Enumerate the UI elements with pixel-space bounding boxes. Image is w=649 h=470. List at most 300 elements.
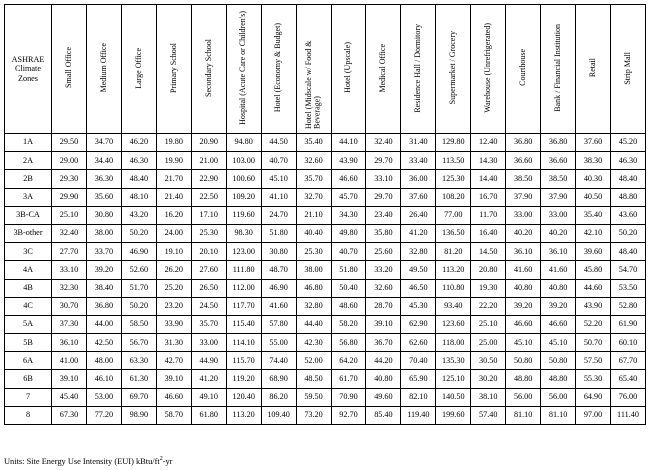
column-header [331,5,366,134]
eui-value-cell: 37.90 [506,188,541,206]
eui-value-cell: 31.40 [401,134,436,152]
eui-value-cell: 58.20 [331,315,366,333]
eui-value-cell: 45.40 [52,388,87,406]
eui-value-cell: 23.40 [366,206,401,224]
climate-zone-cell: 6B [5,370,52,388]
column-header [226,5,261,134]
eui-value-cell: 32.60 [366,279,401,297]
eui-value-cell: 12.40 [471,134,506,152]
eui-value-cell: 50.20 [121,297,156,315]
eui-value-cell: 41.20 [191,370,226,388]
eui-value-cell: 32.70 [296,188,331,206]
eui-value-cell: 20.80 [471,261,506,279]
eui-value-cell: 48.60 [331,297,366,315]
eui-value-cell: 62.60 [401,334,436,352]
eui-value-cell: 92.70 [331,406,366,424]
eui-value-cell: 30.20 [471,370,506,388]
eui-value-cell: 25.60 [366,243,401,261]
eui-value-cell: 32.80 [401,243,436,261]
eui-value-cell: 48.40 [611,243,646,261]
eui-value-cell: 14.40 [471,170,506,188]
eui-value-cell: 43.90 [576,297,611,315]
table-row [5,352,646,370]
eui-value-cell: 33.40 [401,152,436,170]
eui-value-cell: 61.30 [121,370,156,388]
eui-value-cell: 35.60 [86,188,121,206]
column-header-label: Supermarket / Grocery [448,31,458,105]
eui-value-cell: 46.60 [506,315,541,333]
eui-value-cell: 44.00 [86,315,121,333]
eui-value-cell: 33.70 [86,243,121,261]
eui-value-cell: 36.60 [506,152,541,170]
eui-value-cell: 40.80 [541,279,576,297]
eui-value-cell: 111.40 [611,406,646,424]
eui-value-cell: 49.60 [366,388,401,406]
eui-value-cell: 25.10 [52,206,87,224]
eui-value-cell: 40.80 [506,279,541,297]
eui-value-cell: 76.00 [611,388,646,406]
eui-value-cell: 64.20 [331,352,366,370]
eui-value-cell: 40.20 [506,224,541,242]
eui-value-cell: 39.20 [506,297,541,315]
eui-value-cell: 73.20 [296,406,331,424]
column-header [436,5,471,134]
eui-value-cell: 40.40 [296,224,331,242]
eui-value-cell: 109.20 [226,188,261,206]
eui-value-cell: 46.90 [261,279,296,297]
eui-value-cell: 55.00 [261,334,296,352]
eui-value-cell: 33.10 [366,170,401,188]
eui-value-cell: 16.70 [471,188,506,206]
eui-value-cell: 48.00 [86,352,121,370]
column-header-label: Courthouse [517,49,527,87]
eui-value-cell: 29.70 [366,188,401,206]
eui-value-cell: 50.80 [506,352,541,370]
eui-value-cell: 26.20 [156,261,191,279]
table-row [5,152,646,170]
eui-value-cell: 44.40 [296,315,331,333]
eui-value-cell: 33.90 [156,315,191,333]
eui-value-cell: 38.10 [471,388,506,406]
units-suffix: -yr [162,456,173,466]
eui-value-cell: 30.50 [471,352,506,370]
climate-zone-cell: 4B [5,279,52,297]
column-header-label: Hospital (Acute Care or Children's) [238,10,248,125]
eui-value-cell: 70.40 [401,352,436,370]
eui-value-cell: 23.20 [156,297,191,315]
eui-value-cell: 53.00 [86,388,121,406]
eui-value-cell: 39.10 [366,315,401,333]
column-header [576,5,611,134]
eui-value-cell: 32.40 [366,134,401,152]
climate-zone-cell: 7 [5,388,52,406]
eui-value-cell: 19.10 [156,243,191,261]
eui-value-cell: 29.70 [366,152,401,170]
eui-value-cell: 94.80 [226,134,261,152]
eui-value-cell: 120.40 [226,388,261,406]
eui-value-cell: 86.20 [261,388,296,406]
eui-value-cell: 40.70 [331,243,366,261]
climate-zone-cell: 4C [5,297,52,315]
eui-value-cell: 118.00 [436,334,471,352]
climate-zone-cell: 1A [5,134,52,152]
eui-value-cell: 26.40 [401,206,436,224]
eui-value-cell: 45.20 [611,134,646,152]
climate-zone-header: ASHRAE Climate Zones [5,5,52,134]
table-row [5,406,646,424]
eui-value-cell: 41.00 [52,352,87,370]
eui-value-cell: 27.60 [191,261,226,279]
eui-value-cell: 70.90 [331,388,366,406]
eui-value-cell: 40.30 [576,170,611,188]
eui-value-cell: 43.60 [611,206,646,224]
eui-value-cell: 55.30 [576,370,611,388]
eui-value-cell: 125.10 [436,370,471,388]
eui-value-cell: 35.80 [366,224,401,242]
eui-value-cell: 26.50 [191,279,226,297]
eui-value-cell: 33.00 [191,334,226,352]
eui-value-cell: 21.40 [156,188,191,206]
eui-value-cell: 44.20 [366,352,401,370]
eui-value-cell: 48.80 [506,370,541,388]
eui-value-cell: 53.50 [611,279,646,297]
units-text: Units: Site Energy Use Intensity (EUI) kBtu/ft [4,456,160,466]
eui-value-cell: 30.70 [52,297,87,315]
eui-value-cell: 40.20 [541,224,576,242]
eui-value-cell: 135.30 [436,352,471,370]
eui-value-cell: 25.30 [296,243,331,261]
column-header-label: Medium Office [98,43,108,93]
eui-value-cell: 46.60 [541,315,576,333]
table-row [5,370,646,388]
eui-value-cell: 36.10 [506,243,541,261]
eui-value-cell: 33.20 [366,261,401,279]
table-row [5,243,646,261]
eui-value-cell: 140.50 [436,388,471,406]
column-header-label: Primary School [168,42,178,93]
eui-value-cell: 50.40 [331,279,366,297]
climate-zone-cell: 2A [5,152,52,170]
column-header [296,5,331,134]
eui-value-cell: 34.30 [331,206,366,224]
eui-value-cell: 45.10 [541,334,576,352]
eui-value-cell: 97.00 [576,406,611,424]
eui-value-cell: 24.70 [261,206,296,224]
eui-value-cell: 32.60 [296,152,331,170]
eui-value-cell: 125.30 [436,170,471,188]
table-row [5,170,646,188]
eui-value-cell: 29.50 [52,134,87,152]
eui-value-cell: 57.80 [261,315,296,333]
eui-value-cell: 33.00 [541,206,576,224]
eui-value-cell: 57.40 [471,406,506,424]
table-body [5,134,646,425]
column-header [401,5,436,134]
eui-value-cell: 35.40 [296,134,331,152]
eui-value-cell: 37.60 [576,134,611,152]
climate-zone-cell: 6A [5,352,52,370]
eui-value-cell: 21.00 [191,152,226,170]
eui-value-cell: 45.70 [331,188,366,206]
eui-value-cell: 21.70 [156,170,191,188]
eui-value-cell: 20.10 [191,243,226,261]
eui-value-cell: 45.10 [506,334,541,352]
eui-value-cell: 38.50 [541,170,576,188]
units-superscript: 2 [159,456,163,462]
eui-value-cell: 40.50 [576,188,611,206]
climate-zone-cell: 8 [5,406,52,424]
eui-value-cell: 129.80 [436,134,471,152]
table-row [5,206,646,224]
eui-value-cell: 39.10 [156,370,191,388]
column-header [156,5,191,134]
eui-value-cell: 65.40 [611,370,646,388]
eui-value-cell: 34.70 [86,134,121,152]
eui-value-cell: 98.90 [121,406,156,424]
eui-value-cell: 61.80 [191,406,226,424]
eui-value-cell: 109.40 [261,406,296,424]
eui-value-cell: 50.20 [121,224,156,242]
column-header-label: Large Office [133,47,143,89]
table-row [5,188,646,206]
eui-value-cell: 48.10 [121,188,156,206]
units-footnote [4,456,172,466]
eui-value-cell: 48.50 [296,370,331,388]
eui-value-cell: 32.40 [52,224,87,242]
eui-value-cell: 42.70 [156,352,191,370]
eui-value-cell: 32.80 [296,297,331,315]
eui-value-cell: 41.60 [506,261,541,279]
eui-value-cell: 43.90 [331,152,366,170]
eui-value-cell: 16.40 [471,224,506,242]
eui-value-cell: 48.80 [541,370,576,388]
eui-value-cell: 77.20 [86,406,121,424]
column-header [366,5,401,134]
eui-value-cell: 114.10 [226,334,261,352]
eui-value-cell: 57.50 [576,352,611,370]
eui-value-cell: 37.30 [52,315,87,333]
eui-value-cell: 51.70 [121,279,156,297]
column-header-label: Hotel (Economy & Budget) [273,23,283,113]
table-row [5,279,646,297]
eui-value-cell: 85.40 [366,406,401,424]
eui-value-cell: 136.50 [436,224,471,242]
column-header [541,5,576,134]
eui-value-cell: 46.80 [296,279,331,297]
eui-value-cell: 119.20 [226,370,261,388]
eui-value-cell: 51.80 [261,224,296,242]
eui-value-cell: 17.10 [191,206,226,224]
eui-value-cell: 44.60 [576,279,611,297]
eui-value-cell: 115.40 [226,315,261,333]
column-header-label: Bank / Financial Institution [552,24,562,112]
eui-value-cell: 49.10 [191,388,226,406]
eui-value-cell: 46.30 [121,152,156,170]
eui-value-cell: 45.30 [401,297,436,315]
eui-value-cell: 49.50 [401,261,436,279]
eui-value-cell: 41.60 [261,297,296,315]
eui-value-cell: 45.80 [576,261,611,279]
eui-value-cell: 29.30 [52,170,87,188]
eui-value-cell: 46.50 [401,279,436,297]
table-row [5,224,646,242]
eui-value-cell: 36.10 [541,243,576,261]
table-row [5,315,646,333]
eui-value-cell: 93.40 [436,297,471,315]
eui-value-cell: 46.30 [611,152,646,170]
eui-value-cell: 113.20 [226,406,261,424]
eui-value-cell: 59.50 [296,388,331,406]
eui-value-cell: 37.90 [541,188,576,206]
eui-value-cell: 25.00 [471,334,506,352]
eui-value-cell: 42.30 [296,334,331,352]
eui-value-cell: 29.90 [52,188,87,206]
column-header-label: Warehouse (Unrefrigerated) [483,23,493,113]
eui-value-cell: 29.00 [52,152,87,170]
eui-value-cell: 115.70 [226,352,261,370]
eui-value-cell: 60.10 [611,334,646,352]
eui-value-cell: 30.80 [261,243,296,261]
eui-value-cell: 36.80 [86,297,121,315]
climate-zone-cell: 3A [5,188,52,206]
eui-value-cell: 52.60 [121,261,156,279]
eui-value-cell: 81.10 [506,406,541,424]
eui-value-cell: 68.90 [261,370,296,388]
eui-value-cell: 113.50 [436,152,471,170]
climate-zone-cell: 4A [5,261,52,279]
table-row [5,261,646,279]
table-row [5,334,646,352]
climate-zone-cell: 5B [5,334,52,352]
eui-value-cell: 14.30 [471,152,506,170]
eui-value-cell: 56.70 [121,334,156,352]
eui-value-cell: 64.90 [576,388,611,406]
column-header-label: Strip Mall [622,51,632,85]
eui-value-cell: 35.40 [576,206,611,224]
eui-value-cell: 25.20 [156,279,191,297]
eui-value-cell: 63.30 [121,352,156,370]
column-header [261,5,296,134]
eui-value-cell: 44.90 [191,352,226,370]
eui-value-cell: 50.20 [611,224,646,242]
column-header-label: Medical Office [378,43,388,93]
eui-value-cell: 41.20 [401,224,436,242]
eui-value-cell: 69.70 [121,388,156,406]
eui-value-cell: 123.00 [226,243,261,261]
column-header [471,5,506,134]
eui-value-cell: 112.00 [226,279,261,297]
eui-value-cell: 45.10 [261,170,296,188]
eui-value-cell: 42.50 [86,334,121,352]
eui-value-cell: 32.30 [52,279,87,297]
eui-value-cell: 67.30 [52,406,87,424]
climate-zone-cell: 2B [5,170,52,188]
eui-value-cell: 28.70 [366,297,401,315]
climate-zone-cell: 3C [5,243,52,261]
eui-value-cell: 61.70 [331,370,366,388]
eui-value-cell: 16.20 [156,206,191,224]
eui-value-cell: 61.90 [611,315,646,333]
eui-value-cell: 46.90 [121,243,156,261]
eui-value-cell: 111.80 [226,261,261,279]
eui-value-cell: 35.70 [296,170,331,188]
eui-value-cell: 36.80 [541,134,576,152]
eui-value-cell: 58.70 [156,406,191,424]
eui-value-cell: 31.30 [156,334,191,352]
eui-value-cell: 40.80 [366,370,401,388]
eui-value-cell: 108.20 [436,188,471,206]
eui-value-cell: 56.00 [506,388,541,406]
eui-value-cell: 52.00 [296,352,331,370]
eui-value-cell: 58.50 [121,315,156,333]
column-header-label: Hotel (Upscale) [343,42,353,94]
eui-value-cell: 38.50 [506,170,541,188]
eui-value-cell: 56.80 [331,334,366,352]
column-header [191,5,226,134]
eui-value-cell: 103.00 [226,152,261,170]
eui-value-cell: 39.10 [52,370,87,388]
table-row [5,297,646,315]
eui-value-cell: 43.20 [121,206,156,224]
eui-value-cell: 50.70 [576,334,611,352]
eui-value-cell: 11.70 [471,206,506,224]
eui-value-cell: 39.20 [86,261,121,279]
eui-value-cell: 117.70 [226,297,261,315]
eui-value-cell: 46.60 [331,170,366,188]
eui-value-cell: 119.60 [226,206,261,224]
eui-value-cell: 38.30 [576,152,611,170]
climate-zone-cell: 3B-other [5,224,52,242]
eui-value-cell: 77.00 [436,206,471,224]
eui-value-cell: 34.40 [86,152,121,170]
header-row [5,5,646,134]
eui-value-cell: 38.40 [86,279,121,297]
eui-value-cell: 52.20 [576,315,611,333]
eui-value-cell: 19.80 [156,134,191,152]
climate-zone-cell: 3B-CA [5,206,52,224]
eui-value-cell: 44.10 [331,134,366,152]
eui-value-cell: 36.60 [541,152,576,170]
eui-value-cell: 51.80 [331,261,366,279]
eui-value-cell: 19.30 [471,279,506,297]
eui-value-cell: 46.20 [121,134,156,152]
eui-value-cell: 19.90 [156,152,191,170]
eui-value-cell: 33.00 [506,206,541,224]
eui-value-cell: 44.50 [261,134,296,152]
eui-value-cell: 123.60 [436,315,471,333]
column-header [506,5,541,134]
eui-value-cell: 20.90 [191,134,226,152]
eui-value-cell: 36.30 [86,170,121,188]
column-header-label: Residence Hall / Dormitory [413,23,423,113]
eui-value-cell: 100.60 [226,170,261,188]
eui-value-cell: 39.20 [541,297,576,315]
column-header-label: Retail [587,58,597,78]
eui-value-cell: 22.50 [191,188,226,206]
eui-value-cell: 56.00 [541,388,576,406]
eui-value-cell: 30.80 [86,206,121,224]
eui-value-cell: 48.40 [121,170,156,188]
eui-value-cell: 39.60 [576,243,611,261]
eui-value-cell: 36.00 [401,170,436,188]
eui-value-cell: 54.70 [611,261,646,279]
column-header [611,5,646,134]
eui-table-container [4,4,646,425]
eui-value-cell: 41.60 [541,261,576,279]
eui-value-cell: 74.40 [261,352,296,370]
eui-value-cell: 24.50 [191,297,226,315]
column-header [52,5,87,134]
